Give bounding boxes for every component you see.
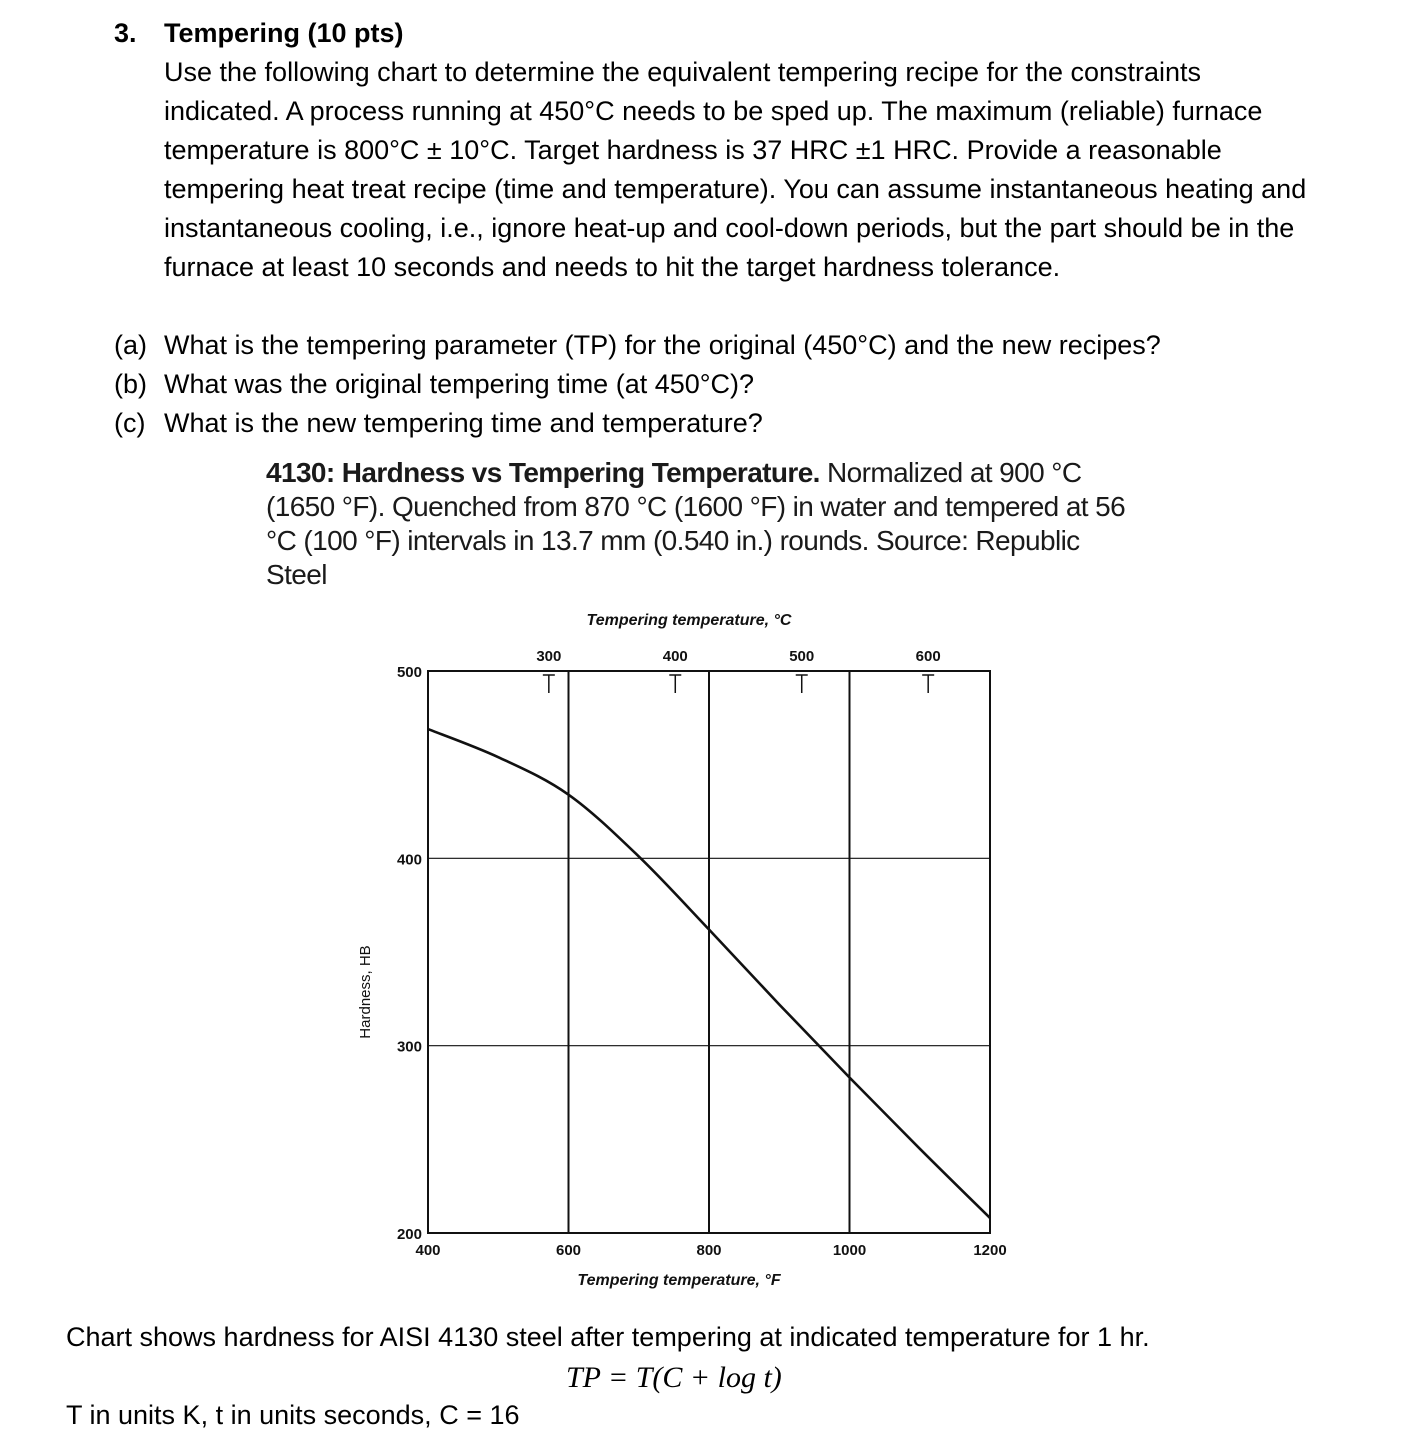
part-text: What is the new tempering time and temperature? <box>164 408 763 438</box>
part-text: What is the tempering parameter (TP) for the original (450°C) and the new recipes? <box>164 330 1161 360</box>
part-label: (a) <box>114 330 147 360</box>
part-b <box>114 365 754 404</box>
y-tick-label: 500 <box>396 664 422 681</box>
x2-tick-label: 600 <box>915 648 941 665</box>
y-axis-title: Hardness, HB <box>357 945 374 1039</box>
chart-caption <box>266 456 1126 592</box>
x2-tick-label: 500 <box>789 648 815 665</box>
caption-bold: 4130: Hardness vs Tempering Temperature. <box>266 457 820 488</box>
y-tick-label: 400 <box>396 851 422 869</box>
x2-tick-label: 300 <box>536 648 562 665</box>
x-axis-title: Tempering temperature, °F <box>577 1272 781 1289</box>
tp-formula: TP = T(C + log t) <box>566 1361 782 1394</box>
x2-axis-title: Tempering temperature, °C <box>586 612 792 629</box>
part-c <box>114 404 763 443</box>
x-tick-label: 800 <box>696 1242 722 1259</box>
question-title: Tempering (10 pts) <box>164 18 404 48</box>
question-heading <box>114 14 404 53</box>
grid-layer <box>397 648 1007 1259</box>
y-tick-label: 300 <box>396 1038 422 1056</box>
hardness-chart <box>330 595 1050 1315</box>
x-tick-label: 600 <box>555 1242 582 1259</box>
x-tick-label: 400 <box>415 1242 441 1259</box>
question-number: 3. <box>114 18 137 48</box>
caption-rest: Normalized at 900 °C (1650 °F). Quenched from 870 °C (1600 °F) in water and tempered at 56 °C (100 °F) intervals in 13.7 mm (0.540 in.) rounds. Source: Republic Steel <box>266 457 1126 590</box>
chart-note: Chart shows hardness for AISI 4130 steel after tempering at indicated temperature for 1 hr. <box>66 1322 1150 1352</box>
x2-tick-label: 400 <box>662 648 688 665</box>
part-label: (c) <box>114 408 146 438</box>
x-tick-label: 1000 <box>832 1242 867 1259</box>
part-text: What was the original tempering time (at 450°C)? <box>164 369 755 399</box>
part-a <box>114 326 1161 365</box>
y-tick-label: 200 <box>396 1226 422 1243</box>
question-body: Use the following chart to determine the equivalent tempering recipe for the constraints indicated. A process running at 450°C needs to be sped up. The maximum (reliable) furnace temperature is 800°C ± 10°C. Target hardness is 37 HRC ±1 HRC. Provide a reasonable tempering heat treat recipe (time and temperature). You can assume instantaneous heating and instantaneous cooling, i.e., ignore heat-up and cool-down periods, but the part should be in the furnace at least 10 seconds and needs to hit the target hardness tolerance. <box>164 57 1307 282</box>
part-label: (b) <box>114 369 147 399</box>
x-tick-label: 1200 <box>973 1242 1007 1259</box>
units-note: T in units K, t in units seconds, C = 16 <box>66 1400 520 1430</box>
